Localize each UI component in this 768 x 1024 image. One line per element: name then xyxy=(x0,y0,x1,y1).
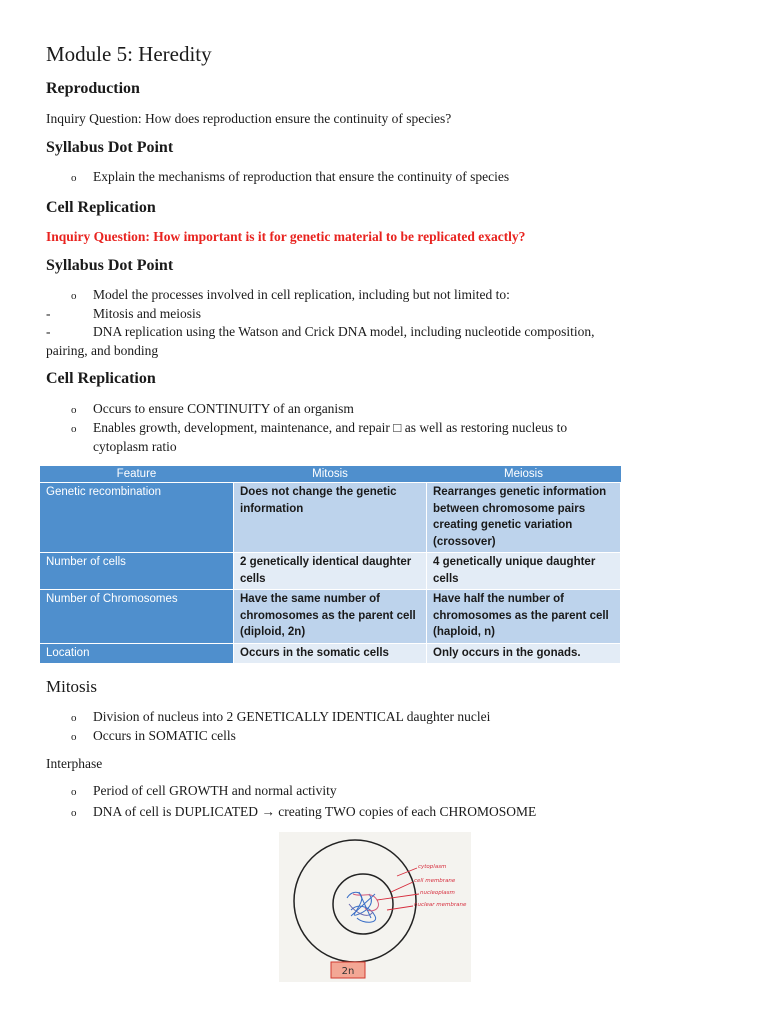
table-cell-feature: Number of cells xyxy=(40,553,234,590)
heading-mitosis: Mitosis xyxy=(46,677,98,696)
heading-reproduction: Reproduction xyxy=(46,80,140,97)
table-cell-mitosis: Have the same number of chromosomes as the parent cell (diploid, 2n) xyxy=(234,590,427,644)
table-cell-meiosis: 4 genetically unique daughter cells xyxy=(427,553,621,590)
cell-diagram xyxy=(279,832,471,982)
bullet-mark: o xyxy=(71,404,77,416)
heading-cell-replication: Cell Replication xyxy=(46,199,156,216)
bullet-item: Enables growth, development, maintenance, and repair □ as well as restoring nucleus to xyxy=(93,420,568,435)
table-row xyxy=(40,643,621,664)
dash-mark: - xyxy=(46,324,51,339)
dash-mark: - xyxy=(46,306,51,321)
table-cell-meiosis: Rearranges genetic information between chromosome pairs creating genetic variation (crossover) xyxy=(427,483,621,553)
bullet-mark: o xyxy=(71,290,77,302)
table-cell-meiosis: Only occurs in the gonads. xyxy=(427,643,621,664)
cell-membrane-circle xyxy=(294,840,416,962)
table-cell-mitosis: Does not change the genetic information xyxy=(234,483,427,553)
syllabus-point: Explain the mechanisms of reproduction that ensure the continuity of species xyxy=(93,169,510,184)
bullet-item: Occurs to ensure CONTINUITY of an organism xyxy=(93,401,354,416)
bullet-mark: o xyxy=(71,712,77,724)
dash-item: Mitosis and meiosis xyxy=(93,306,202,321)
heading-interphase: Interphase xyxy=(46,756,103,771)
bullet-mark: o xyxy=(71,731,77,743)
table-header-cell: Feature xyxy=(40,466,234,483)
table-row xyxy=(40,483,621,553)
comparison-table xyxy=(39,466,621,664)
table-cell-feature: Location xyxy=(40,643,234,664)
bullet-item: Division of nucleus into 2 GENETICALLY IDENTICAL daughter nuclei xyxy=(93,709,491,724)
label-cytoplasm: cytoplasm xyxy=(418,864,447,870)
chromosome-scribbles xyxy=(347,892,378,922)
table-row xyxy=(40,553,621,590)
nuclear-membrane-circle xyxy=(333,874,393,934)
bullet-item-continued: cytoplasm ratio xyxy=(93,439,177,454)
label-nuclear-membrane: nuclear membrane xyxy=(414,902,467,908)
dash-item: DNA replication using the Watson and Crick DNA model, including nucleotide composition, xyxy=(93,324,595,339)
table-cell-feature: Number of Chromosomes xyxy=(40,590,234,644)
table-cell-mitosis: Occurs in the somatic cells xyxy=(234,643,427,664)
label-cell-membrane: cell membrane xyxy=(414,878,456,884)
bullet-mark: o xyxy=(71,423,77,435)
table-cell-feature: Genetic recombination xyxy=(40,483,234,553)
label-nucleoplasm: nucleoplasm xyxy=(420,890,455,896)
bullet-mark: o xyxy=(71,786,77,798)
table-header-cell: Meiosis xyxy=(427,466,621,483)
bullet-item: Period of cell GROWTH and normal activity xyxy=(93,783,337,798)
bullet-mark: o xyxy=(71,807,77,819)
syllabus-point: Model the processes involved in cell replication, including but not limited to: xyxy=(93,287,510,302)
table-cell-meiosis: Have half the number of chromosomes as the parent cell (haploid, n) xyxy=(427,590,621,644)
heading-syllabus-2: Syllabus Dot Point xyxy=(46,257,174,274)
table-cell-mitosis: 2 genetically identical daughter cells xyxy=(234,553,427,590)
page-title: Module 5: Heredity xyxy=(46,42,212,66)
ploidy-label: 2n xyxy=(341,966,355,977)
table-row xyxy=(40,590,621,644)
heading-cell-replication-2: Cell Replication xyxy=(46,370,156,387)
inquiry-reproduction: Inquiry Question: How does reproduction ensure the continuity of species? xyxy=(46,111,452,126)
inquiry-cell-replication: Inquiry Question: How important is it for genetic material to be replicated exactly? xyxy=(46,229,526,244)
bullet-mark: o xyxy=(71,172,77,184)
dash-item-continued: pairing, and bonding xyxy=(46,343,159,358)
bullet-item: Occurs in SOMATIC cells xyxy=(93,728,236,743)
bullet-item: DNA of cell is DUPLICATED → creating TWO copies of each CHROMOSOME xyxy=(93,804,537,819)
heading-syllabus-1: Syllabus Dot Point xyxy=(46,139,174,156)
label-pointers xyxy=(377,868,419,910)
table-header-cell: Mitosis xyxy=(234,466,427,483)
table-header-row xyxy=(40,466,621,483)
